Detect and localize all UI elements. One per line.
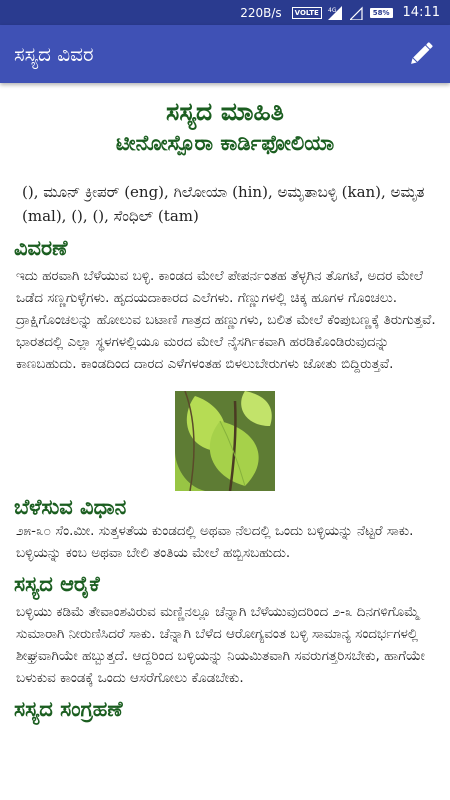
edit-button[interactable]: [406, 39, 436, 69]
volte-badge: VOLTE: [292, 7, 322, 19]
clock: 14:11: [402, 5, 440, 20]
growing-text: ೨೫-೩೦ ಸೆಂ.ಮೀ. ಸುತ್ತಳತೆಯ ಕುಂಡದಲ್ಲಿ ಅಥವಾ ನೆಲದಲ್ಲಿ ಒಂದು ಬಳ್ಳಿಯನ್ನು ನೆಟ್ಟರೆ ಸಾಕು. ಬಳ್ಳಿಯನ್ನು ಕಂಬ ಅಥವಾ ಬೇಲಿ ತಂತಿಯ ಮೇಲೆ ಹಬ್ಬಿಸಬಹುದು.: [16, 523, 414, 561]
plant-scientific-name: ಟೀನೋಸ್ಪೊರಾ ಕಾರ್ಡಿಫೋಲಿಯಾ: [115, 131, 335, 155]
growing-heading: ಬೆಳೆಸುವ ವಿಧಾನ: [14, 495, 127, 519]
pencil-icon: [406, 39, 436, 69]
care-heading: ಸಸ್ಯದ ಆರೈಕೆ: [14, 572, 100, 596]
app-bar: [0, 25, 450, 83]
description-heading: ವಿವರಣೆ: [14, 236, 68, 260]
network-type: 4G: [327, 6, 337, 14]
signal-icon: [328, 6, 344, 20]
plant-photo: [175, 391, 275, 491]
collection-heading: ಸಸ್ಯದ ಸಂಗ್ರಹಣೆ: [14, 697, 123, 721]
status-bar: [0, 0, 450, 25]
description-text: ಇದು ಹರವಾಗಿ ಬೆಳೆಯುವ ಬಳ್ಳಿ. ಕಾಂಡದ ಮೇಲೆ ಪೇಪರ್ನಂತಹ ತೆಳ್ಳಗಿನ ತೊಗಟೆ, ಅದರ ಮೇಲೆ ಒಡೆದ ಸಣ್ಣಗುಳ್ಳೆಗಳು. ಹೃದಯದಾಕಾರದ ಎಲೆಗಳು. ಗೆಣ್ಣುಗಳಲ್ಲಿ ಚಿಕ್ಕ ಹೂಗಳ ಗೊಂಚಲು. ದ್ರಾಕ್ಷಿಗೊಂಚಲನ್ನು ಹೋಲುವ ಬಟಾಣಿ ಗಾತ್ರದ ಹಣ್ಣುಗಳು, ಬಲಿತ ಮೇಲೆ ಕೆಂಪುಬಣ್ಣಕ್ಕೆ ತಿರುಗುತ್ತವೆ. ಭಾರತದಲ್ಲಿ ಎಲ್ಲಾ ಸ್ಥಳಗಳಲ್ಲಿಯೂ ಮರದ ಮೇಲೆ ನೈಸರ್ಗಿಕವಾಗಿ ಹರಡಿಕೊಂಡಿರುವುದನ್ನು ಕಾಣಬಹುದು. ಕಾಂಡದಿಂದ ದಾರದ ಎಳೆಗಳಂತಹ ಬಿಳಲುಬೇರುಗಳು ಜೋತು ಬಿದ್ದಿರುತ್ತವೆ.: [16, 268, 436, 372]
signal-icon-secondary: [350, 6, 364, 20]
battery-indicator: 58%: [370, 8, 393, 18]
plant-title: ಸಸ್ಯದ ಮಾಹಿತಿ: [166, 97, 284, 126]
plant-detail-content[interactable]: [0, 83, 450, 800]
network-speed: 220B/s: [240, 5, 282, 20]
app-bar-title: ಸಸ್ಯದ ವಿವರ: [14, 42, 94, 66]
care-text: ಬಳ್ಳಿಯು ಕಡಿಮೆ ತೇವಾಂಶವಿರುವ ಮಣ್ಣಿನಲ್ಲೂ ಚೆನ್ನಾಗಿ ಬೆಳೆಯುವುದರಿಂದ ೨-೩ ದಿನಗಳಿಗೊಮ್ಮೆ ಸುಮಾರಾಗಿ ನೀರುಣಿಸಿದರೆ ಸಾಕು. ಚೆನ್ನಾಗಿ ಬೆಳೆದ ಆರೋಗ್ಯವಂತ ಬಳ್ಳಿ ಸಾಮಾನ್ಯ ಸಂದರ್ಭಗಳಲ್ಲಿ ಶೀಘ್ರವಾಗಿಯೇ ಹಬ್ಬುತ್ತದೆ. ಆದ್ದರಿಂದ ಬಳ್ಳಿಯನ್ನು ನಿಯಮಿತವಾಗಿ ಸವರುಗತ್ತರಿಸಬೇಕು, ಹಾಗೆಯೇ ಬಳುಕುವ ಕಾಂಡಕ್ಕೆ ಒಂದು ಆಸರೆಗೋಲು ಕೊಡಬೇಕು.: [16, 604, 425, 686]
common-names: (), ಮೂನ್ ಕ್ರೀಪರ್ (eng), ಗಿಲೋಯಾ (hin), ಅಮೃತಾಬಳ್ಳಿ (kan), ಅಮೃತ (mal), (), (), ಸೆಂಧಿಲ್ (tam): [22, 183, 425, 225]
